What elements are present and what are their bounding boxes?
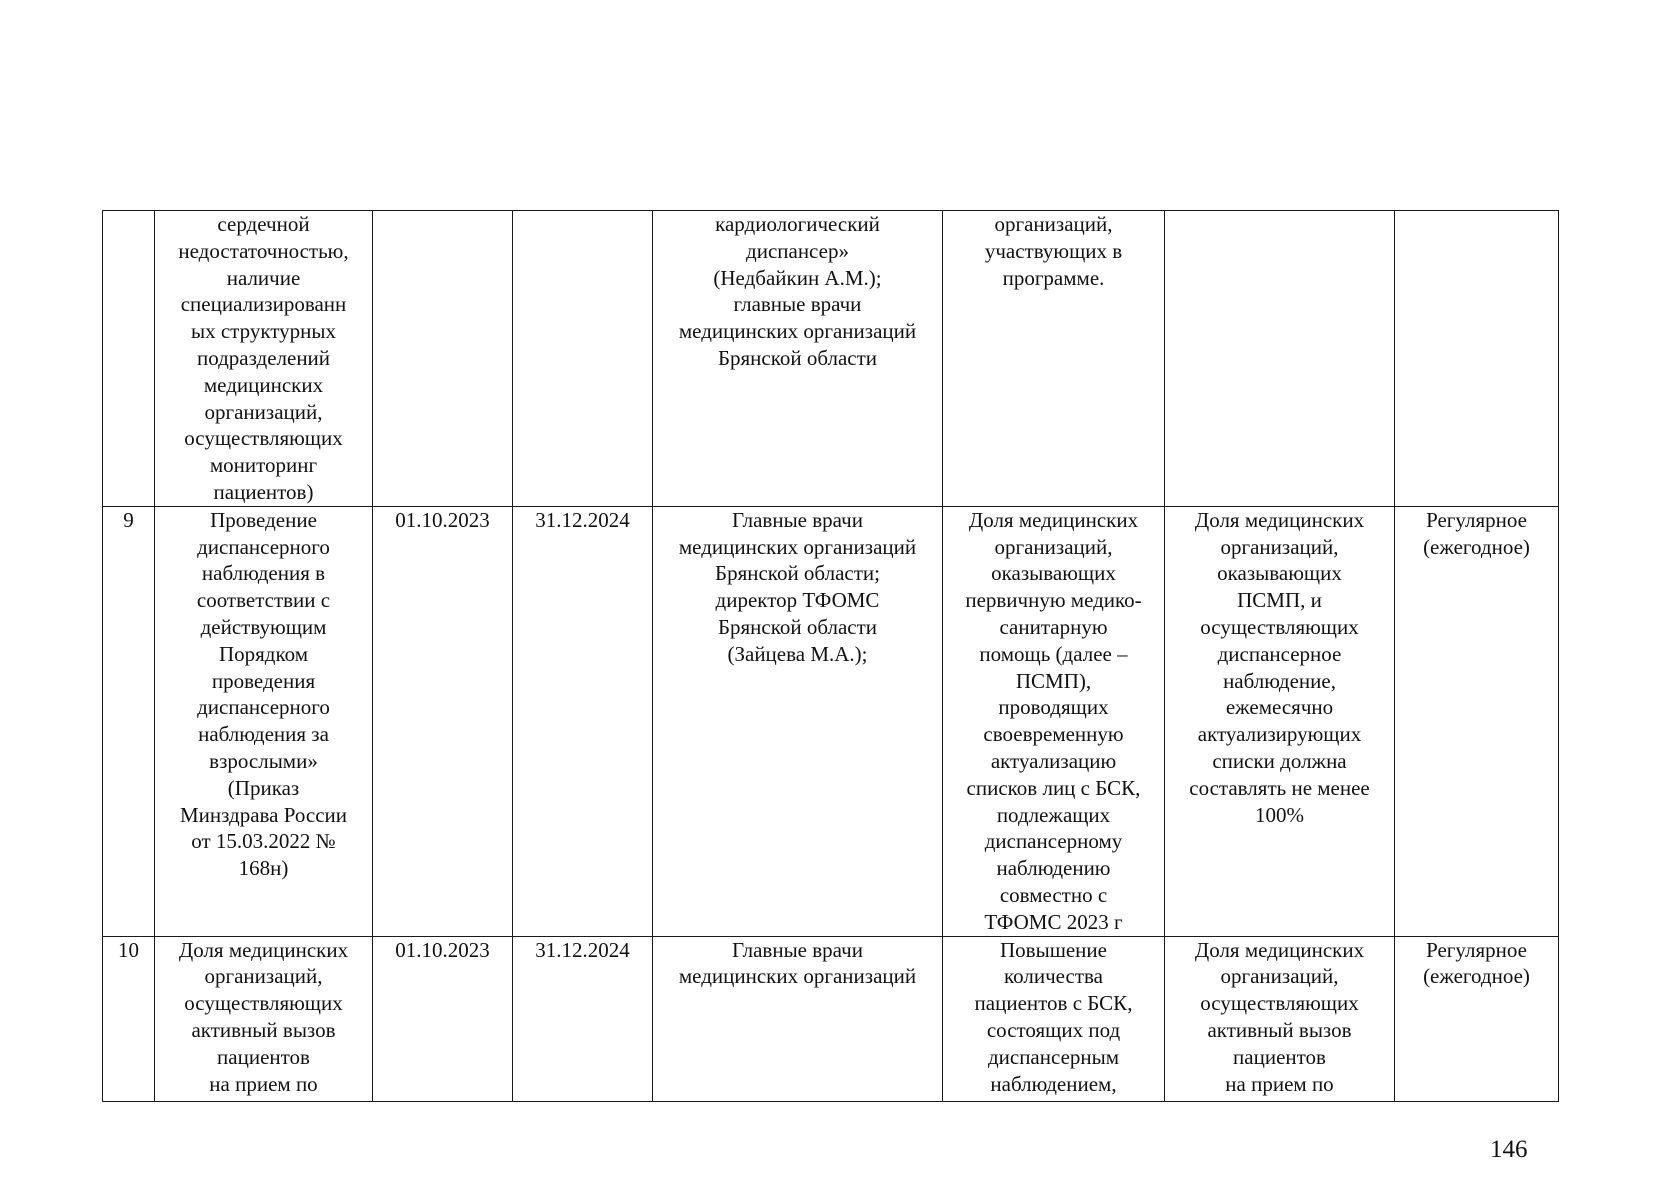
cell-end-date: 31.12.2024: [513, 936, 653, 1101]
cell-measure-name: Проведение диспансерного наблюдения в соответствии с действующим Порядком проведения диспансерного наблюдения за взрослыми» (Приказ Минздрава России от 15.03.2022 № 168н): [155, 506, 373, 936]
cell-start-date: 01.10.2023: [373, 506, 513, 936]
cell-indicator: [1165, 211, 1395, 507]
cell-number: 10: [103, 936, 155, 1101]
cell-frequency: [1395, 211, 1559, 507]
table-row: [103, 506, 1559, 936]
cell-measure-name: Доля медицинских организаций, осуществляющих активный вызов пациентов на прием по: [155, 936, 373, 1101]
cell-end-date: [513, 211, 653, 507]
cell-number: [103, 211, 155, 507]
page-number: 146: [1490, 1136, 1528, 1163]
cell-frequency: Регулярное (ежегодное): [1395, 936, 1559, 1101]
cell-end-date: 31.12.2024: [513, 506, 653, 936]
cell-indicator: Доля медицинских организаций, осуществляющих активный вызов пациентов на прием по: [1165, 936, 1395, 1101]
cell-expected-result: организаций, участвующих в программе.: [943, 211, 1165, 507]
cell-indicator: Доля медицинских организаций, оказывающих ПСМП, и осуществляющих диспансерное наблюдение, ежемесячно актуализирующих списки должна составлять не менее 100%: [1165, 506, 1395, 936]
cell-expected-result: Повышение количества пациентов с БСК, состоящих под диспансерным наблюдением,: [943, 936, 1165, 1101]
measures-table: [102, 210, 1559, 1102]
cell-frequency: Регулярное (ежегодное): [1395, 506, 1559, 936]
cell-measure-name: сердечной недостаточностью, наличие специализированн ых структурных подразделений медицинских организаций, осуществляющих мониторинг пациентов): [155, 211, 373, 507]
table-row: [103, 936, 1559, 1101]
cell-responsible: Главные врачи медицинских организаций Брянской области; директор ТФОМС Брянской области (Зайцева М.А.);: [653, 506, 943, 936]
table-row: [103, 211, 1559, 507]
cell-start-date: 01.10.2023: [373, 936, 513, 1101]
cell-expected-result: Доля медицинских организаций, оказывающих первичную медико- санитарную помощь (далее – ПСМП), проводящих своевременную актуализацию списков лиц с БСК, подлежащих диспансерному наблюдению совместно с ТФОМС 2023 г: [943, 506, 1165, 936]
cell-number: 9: [103, 506, 155, 936]
cell-responsible: кардиологический диспансер» (Недбайкин А.М.); главные врачи медицинских организаций Брянской области: [653, 211, 943, 507]
cell-responsible: Главные врачи медицинских организаций: [653, 936, 943, 1101]
cell-start-date: [373, 211, 513, 507]
